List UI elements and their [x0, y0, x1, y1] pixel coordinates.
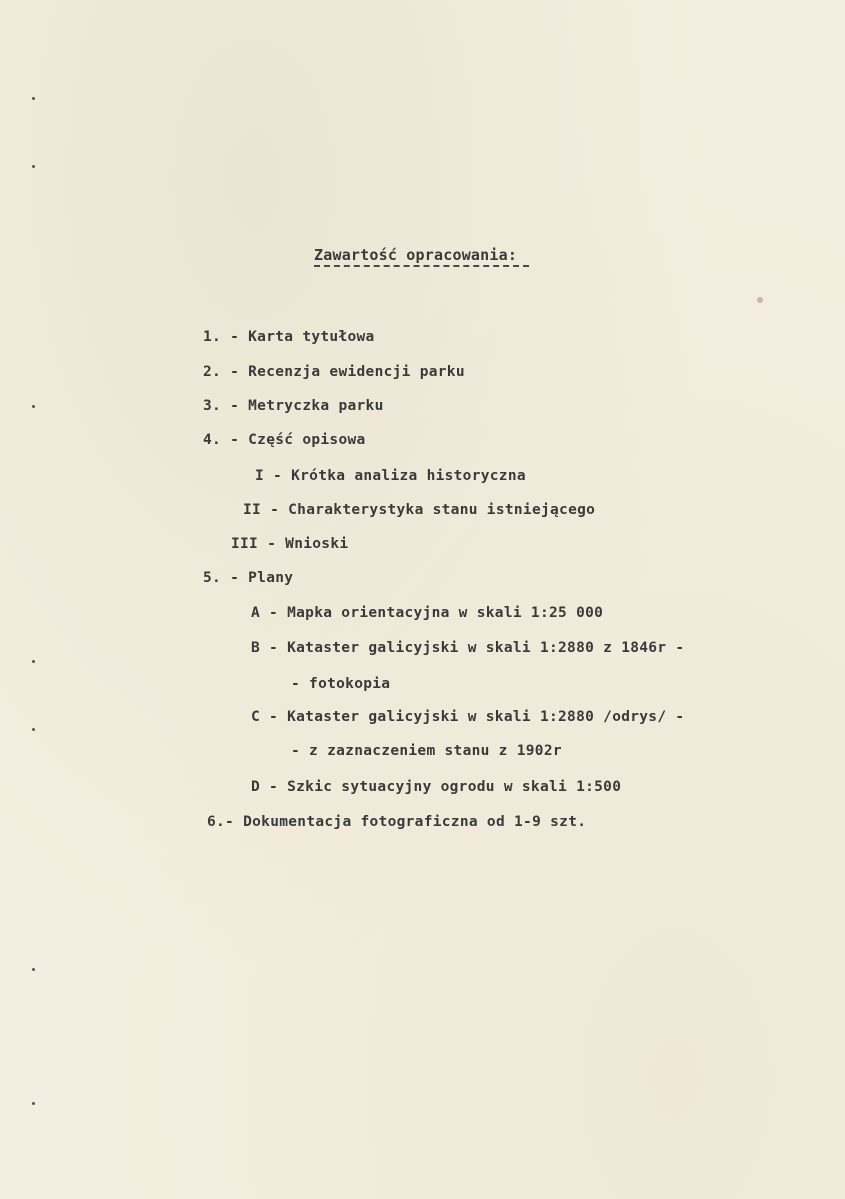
list-subitem-4-iii: III - Wnioski	[231, 536, 349, 552]
margin-dot	[32, 968, 35, 971]
margin-dot	[32, 97, 35, 100]
margin-dot	[32, 1102, 35, 1105]
document-title: Zawartość opracowania:	[314, 246, 518, 264]
list-subitem-5-c: C - Kataster galicyjski w skali 1:2880 /odrys/ -	[251, 709, 685, 725]
paper-stain	[757, 297, 763, 303]
list-subitem-4-ii: II - Charakterystyka stanu istniejącego	[243, 502, 596, 518]
list-subitem-5-a: A - Mapka orientacyjna w skali 1:25 000	[251, 605, 604, 621]
list-item-5: 5. - Plany	[203, 570, 294, 586]
margin-dot	[32, 660, 35, 663]
margin-dot	[32, 728, 35, 731]
list-subitem-5-d: D - Szkic sytuacyjny ogrodu w skali 1:500	[251, 779, 622, 795]
list-subitem-5-c-continuation: - z zaznaczeniem stanu z 1902r	[291, 743, 562, 759]
margin-dot	[32, 165, 35, 168]
margin-dot	[32, 405, 35, 408]
list-subitem-5-b: B - Kataster galicyjski w skali 1:2880 z 1846r -	[251, 640, 685, 656]
title-underline	[314, 265, 529, 267]
list-item-3: 3. - Metryczka parku	[203, 398, 384, 414]
list-subitem-4-i: I - Krótka analiza historyczna	[255, 468, 526, 484]
list-item-2: 2. - Recenzja ewidencji parku	[203, 364, 465, 380]
list-item-6: 6.- Dokumentacja fotograficzna od 1-9 szt.	[207, 814, 587, 830]
list-subitem-5-b-continuation: - fotokopia	[291, 676, 391, 692]
list-item-4: 4. - Część opisowa	[203, 432, 366, 448]
list-item-1: 1. - Karta tytułowa	[203, 329, 375, 345]
